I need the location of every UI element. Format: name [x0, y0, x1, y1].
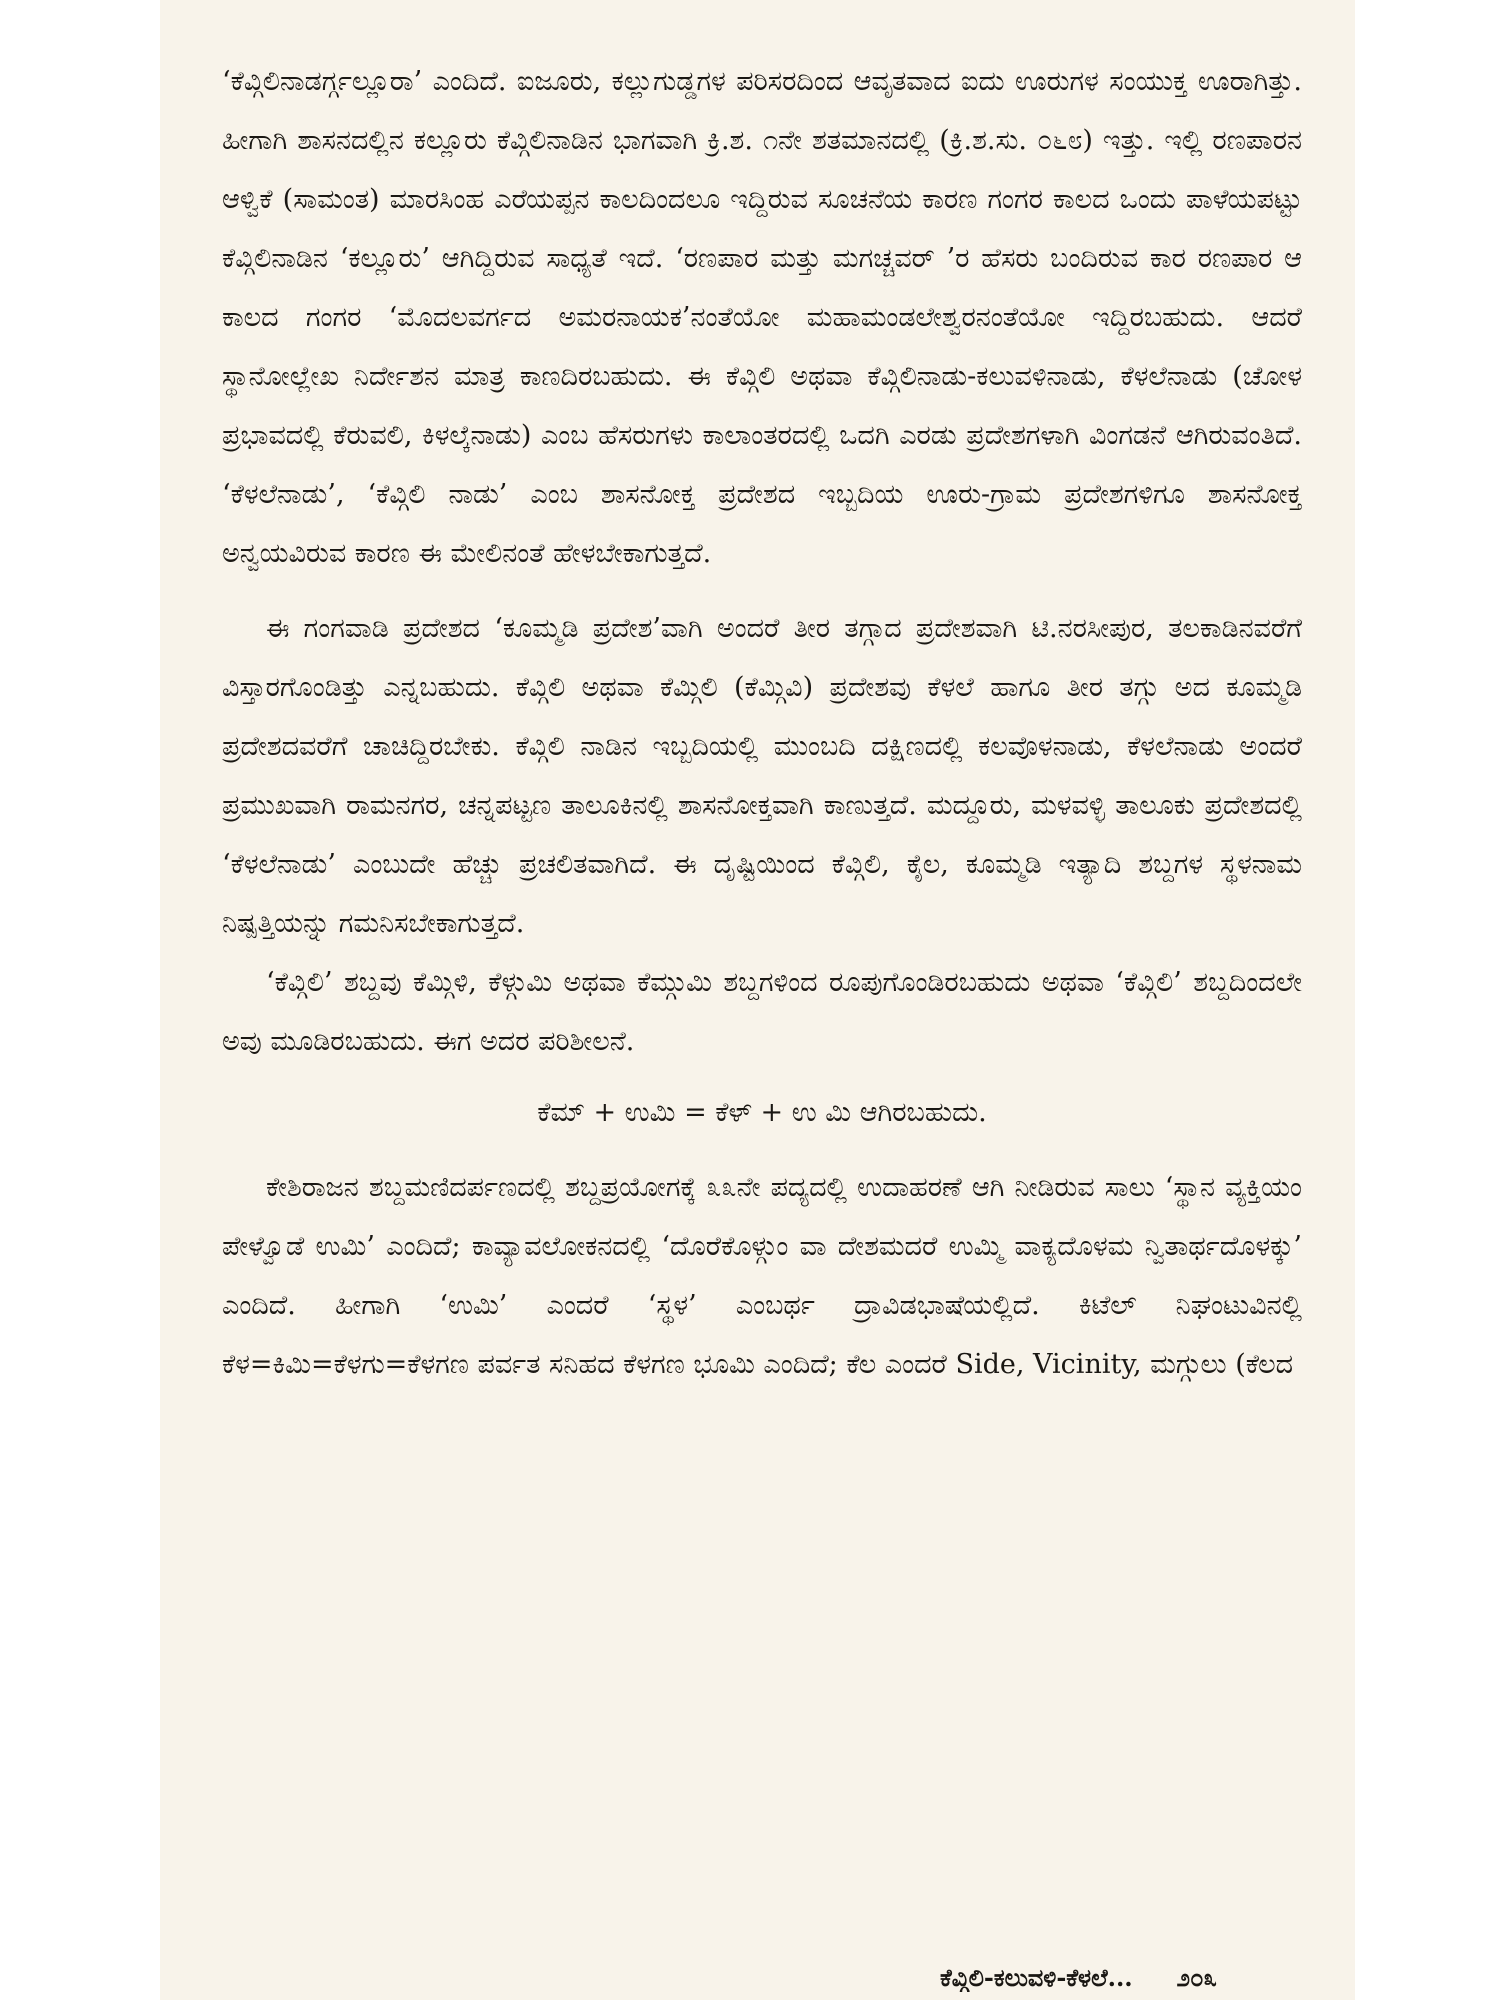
- body-text: [222, 52, 1302, 1394]
- page-footer: [940, 1963, 1300, 1992]
- paragraph-3: ‘ಕೆವ್ಗಿಲಿ’ ಶಬ್ದವು ಕೆಮ್ಗಿಳಿ, ಕೆಳ್ಗುಮಿ ಅಥವಾ ಕೆಮ್ಗುಮಿ ಶಬ್ದಗಳಿಂದ ರೂಪುಗೊಂಡಿರಬಹುದು ಅಥವಾ ‘ಕೆವ್ಗಿಲಿ’ ಶಬ್ದದಿಂದಲೇ ಅವು ಮೂಡಿರಬಹುದು. ಈಗ ಅದರ ಪರಿಶೀಲನೆ.: [222, 967, 1302, 1057]
- paragraph-2: ಈ ಗಂಗವಾಡಿ ಪ್ರದೇಶದ ‘ಕೂಮ್ಮಡಿ ಪ್ರದೇಶ’ವಾಗಿ ಅಂದರೆ ತೀರ ತಗ್ಗಾದ ಪ್ರದೇಶವಾಗಿ ಟಿ.ನರಸೀಪುರ, ತಲಕಾಡಿನವರೆಗೆ ವಿಸ್ತಾರಗೊಂಡಿತ್ತು ಎನ್ನಬಹುದು. ಕೆವ್ಗಿಲಿ ಅಥವಾ ಕೆಮ್ಗಿಲಿ (ಕೆಮ್ಗಿವಿ) ಪ್ರದೇಶವು ಕೆಳಲೆ ಹಾಗೂ ತೀರ ತಗ್ಗು ಅದ ಕೂಮ್ಮಡಿ ಪ್ರದೇಶದವರೆಗೆ ಚಾಚಿದ್ದಿರಬೇಕು. ಕೆವ್ಗಿಲಿ ನಾಡಿನ ಇಬ್ಬದಿಯಲ್ಲಿ ಮುಂಬದಿ ದಕ್ಷಿಣದಲ್ಲಿ ಕಲವೊಳನಾಡು, ಕೆಳಲೆನಾಡು ಅಂದರೆ ಪ್ರಮುಖವಾಗಿ ರಾಮನಗರ, ಚನ್ನಪಟ್ಟಣ ತಾಲೂಕಿನಲ್ಲಿ ಶಾಸನೋಕ್ತವಾಗಿ ಕಾಣುತ್ತದೆ. ಮದ್ದೂರು, ಮಳವಳ್ಳಿ ತಾಲೂಕು ಪ್ರದೇಶದಲ್ಲಿ ‘ಕೆಳಲೆನಾಡು’ ಎಂಬುದೇ ಹೆಚ್ಚು ಪ್ರಚಲಿತವಾಗಿದೆ. ಈ ದೃಷ್ಟಿಯಿಂದ ಕೆವ್ಗಿಲಿ, ಕೈಲ, ಕೂಮ್ಮಡಿ ಇತ್ಯಾದಿ ಶಬ್ದಗಳ ಸ್ಥಳನಾಮ ನಿಷ್ಪತ್ತಿಯನ್ನು ಗಮನಿಸಬೇಕಾಗುತ್ತದೆ.: [222, 613, 1302, 939]
- paragraph-1: ‘ಕೆವ್ಗಿಲಿನಾಡರ್ಗ್ಗಲ್ಲೂರಾ’ ಎಂದಿದೆ. ಐಜೂರು, ಕಲ್ಲುಗುಡ್ಡಗಳ ಪರಿಸರದಿಂದ ಆವೃತವಾದ ಐದು ಊರುಗಳ ಸಂಯುಕ್ತ ಊರಾಗಿತ್ತು. ಹೀಗಾಗಿ ಶಾಸನದಲ್ಲಿನ ಕಲ್ಲೂರು ಕೆವ್ಗಿಲಿನಾಡಿನ ಭಾಗವಾಗಿ ಕ್ರಿ.ಶ. ೧ನೇ ಶತಮಾನದಲ್ಲಿ (ಕ್ರಿ.ಶ.ಸು. ೦೬೮) ಇತ್ತು. ಇಲ್ಲಿ ರಣಪಾರನ ಆಳ್ವಿಕೆ (ಸಾಮಂತ) ಮಾರಸಿಂಹ ಎರೆಯಪ್ಪನ ಕಾಲದಿಂದಲೂ ಇದ್ದಿರುವ ಸೂಚನೆಯ ಕಾರಣ ಗಂಗರ ಕಾಲದ ಒಂದು ಪಾಳೆಯಪಟ್ಟು ಕೆವ್ಗಿಲಿನಾಡಿನ ‘ಕಲ್ಲೂರು’ ಆಗಿದ್ದಿರುವ ಸಾಧ್ಯತೆ ಇದೆ. ‘ರಣಪಾರ ಮತ್ತು ಮಗಚ್ಚವರ್ ’ರ ಹೆಸರು ಬಂದಿರುವ ಕಾರ ರಣಪಾರ ಆ ಕಾಲದ ಗಂಗರ ‘ಮೊದಲವರ್ಗದ ಅಮರನಾಯಕ’ನಂತೆಯೋ ಮಹಾಮಂಡಲೇಶ್ವರನಂತೆಯೋ ಇದ್ದಿರಬಹುದು. ಆದರೆ ಸ್ಥಾನೋಲ್ಲೇಖ ನಿರ್ದೇಶನ ಮಾತ್ರ ಕಾಣದಿರಬಹುದು. ಈ ಕೆವ್ಗಿಲಿ ಅಥವಾ ಕೆವ್ಗಿಲಿನಾಡು-ಕಲುವಳಿನಾಡು, ಕೆಳಲೆನಾಡು (ಚೋಳ ಪ್ರಭಾವದಲ್ಲಿ ಕೆರುವಲಿ, ಕಿಳಲ್ಕೆನಾಡು) ಎಂಬ ಹೆಸರುಗಳು ಕಾಲಾಂತರದಲ್ಲಿ ಒದಗಿ ಎರಡು ಪ್ರದೇಶಗಳಾಗಿ ವಿಂಗಡನೆ ಆಗಿರುವಂತಿದೆ. ‘ಕೆಳಲೆನಾಡು’, ‘ಕೆವ್ಗಿಲಿ ನಾಡು’ ಎಂಬ ಶಾಸನೋಕ್ತ ಪ್ರದೇಶದ ಇಬ್ಬದಿಯ ಊರು-ಗ್ರಾಮ ಪ್ರದೇಶಗಳಿಗೂ ಶಾಸನೋಕ್ತ ಅನ್ವಯವಿರುವ ಕಾರಣ ಈ ಮೇಲಿನಂತೆ ಹೇಳಬೇಕಾಗುತ್ತದೆ.: [222, 66, 1302, 569]
- paragraph-4: ಕೇಶಿರಾಜನ ಶಬ್ದಮಣಿದರ್ಪಣದಲ್ಲಿ ಶಬ್ದಪ್ರಯೋಗಕ್ಕೆ ೩೩ನೇ ಪದ್ಯದಲ್ಲಿ ಉದಾಹರಣೆ ಆಗಿ ನೀಡಿರುವ ಸಾಲು ‘ಸ್ಥಾನ ವ್ಯಕ್ತಿಯಂ ಪೇಳ್ವೊಡೆ ಉಮಿ’ ಎಂದಿದೆ; ಕಾವ್ಯಾವಲೋಕನದಲ್ಲಿ ‘ದೊರೆಕೊಳ್ಗುಂ ವಾ ದೇಶಮದರೆ ಉಮ್ಮಿ ವಾಕ್ಯದೊಳಮ ನ್ವಿತಾರ್ಥದೊಳಕ್ಕು’ ಎಂದಿದೆ. ಹೀಗಾಗಿ ‘ಉಮಿ’ ಎಂದರೆ ‘ಸ್ಥಳ’ ಎಂಬರ್ಥ ದ್ರಾವಿಡಭಾಷೆಯಲ್ಲಿದೆ. ಕಿಟೆಲ್ ನಿಘಂಟುವಿನಲ್ಲಿ ಕೆಳ=ಕಿಮಿ=ಕೆಳಗು=ಕೆಳಗಣ ಪರ್ವತ ಸನಿಹದ ಕೆಳಗಣ ಭೂಮಿ ಎಂದಿದೆ; ಕೆಲ ಎಂದರೆ Side, Vicinity, ಮಗ್ಗುಲು (ಕೆಲದ: [222, 1172, 1302, 1380]
- running-title: ಕೆವ್ಗಿಲಿ-ಕಲುವಳಿ-ಕೆಳಲೆ...: [940, 1963, 1133, 1992]
- page-number: ೨೦೩: [1176, 1963, 1217, 1992]
- formula-line: ಕೆಮ್ + ಉಮಿ = ಕೆಳ್ + ಉ ಮಿ ಆಗಿರಬಹುದು.: [537, 1097, 987, 1128]
